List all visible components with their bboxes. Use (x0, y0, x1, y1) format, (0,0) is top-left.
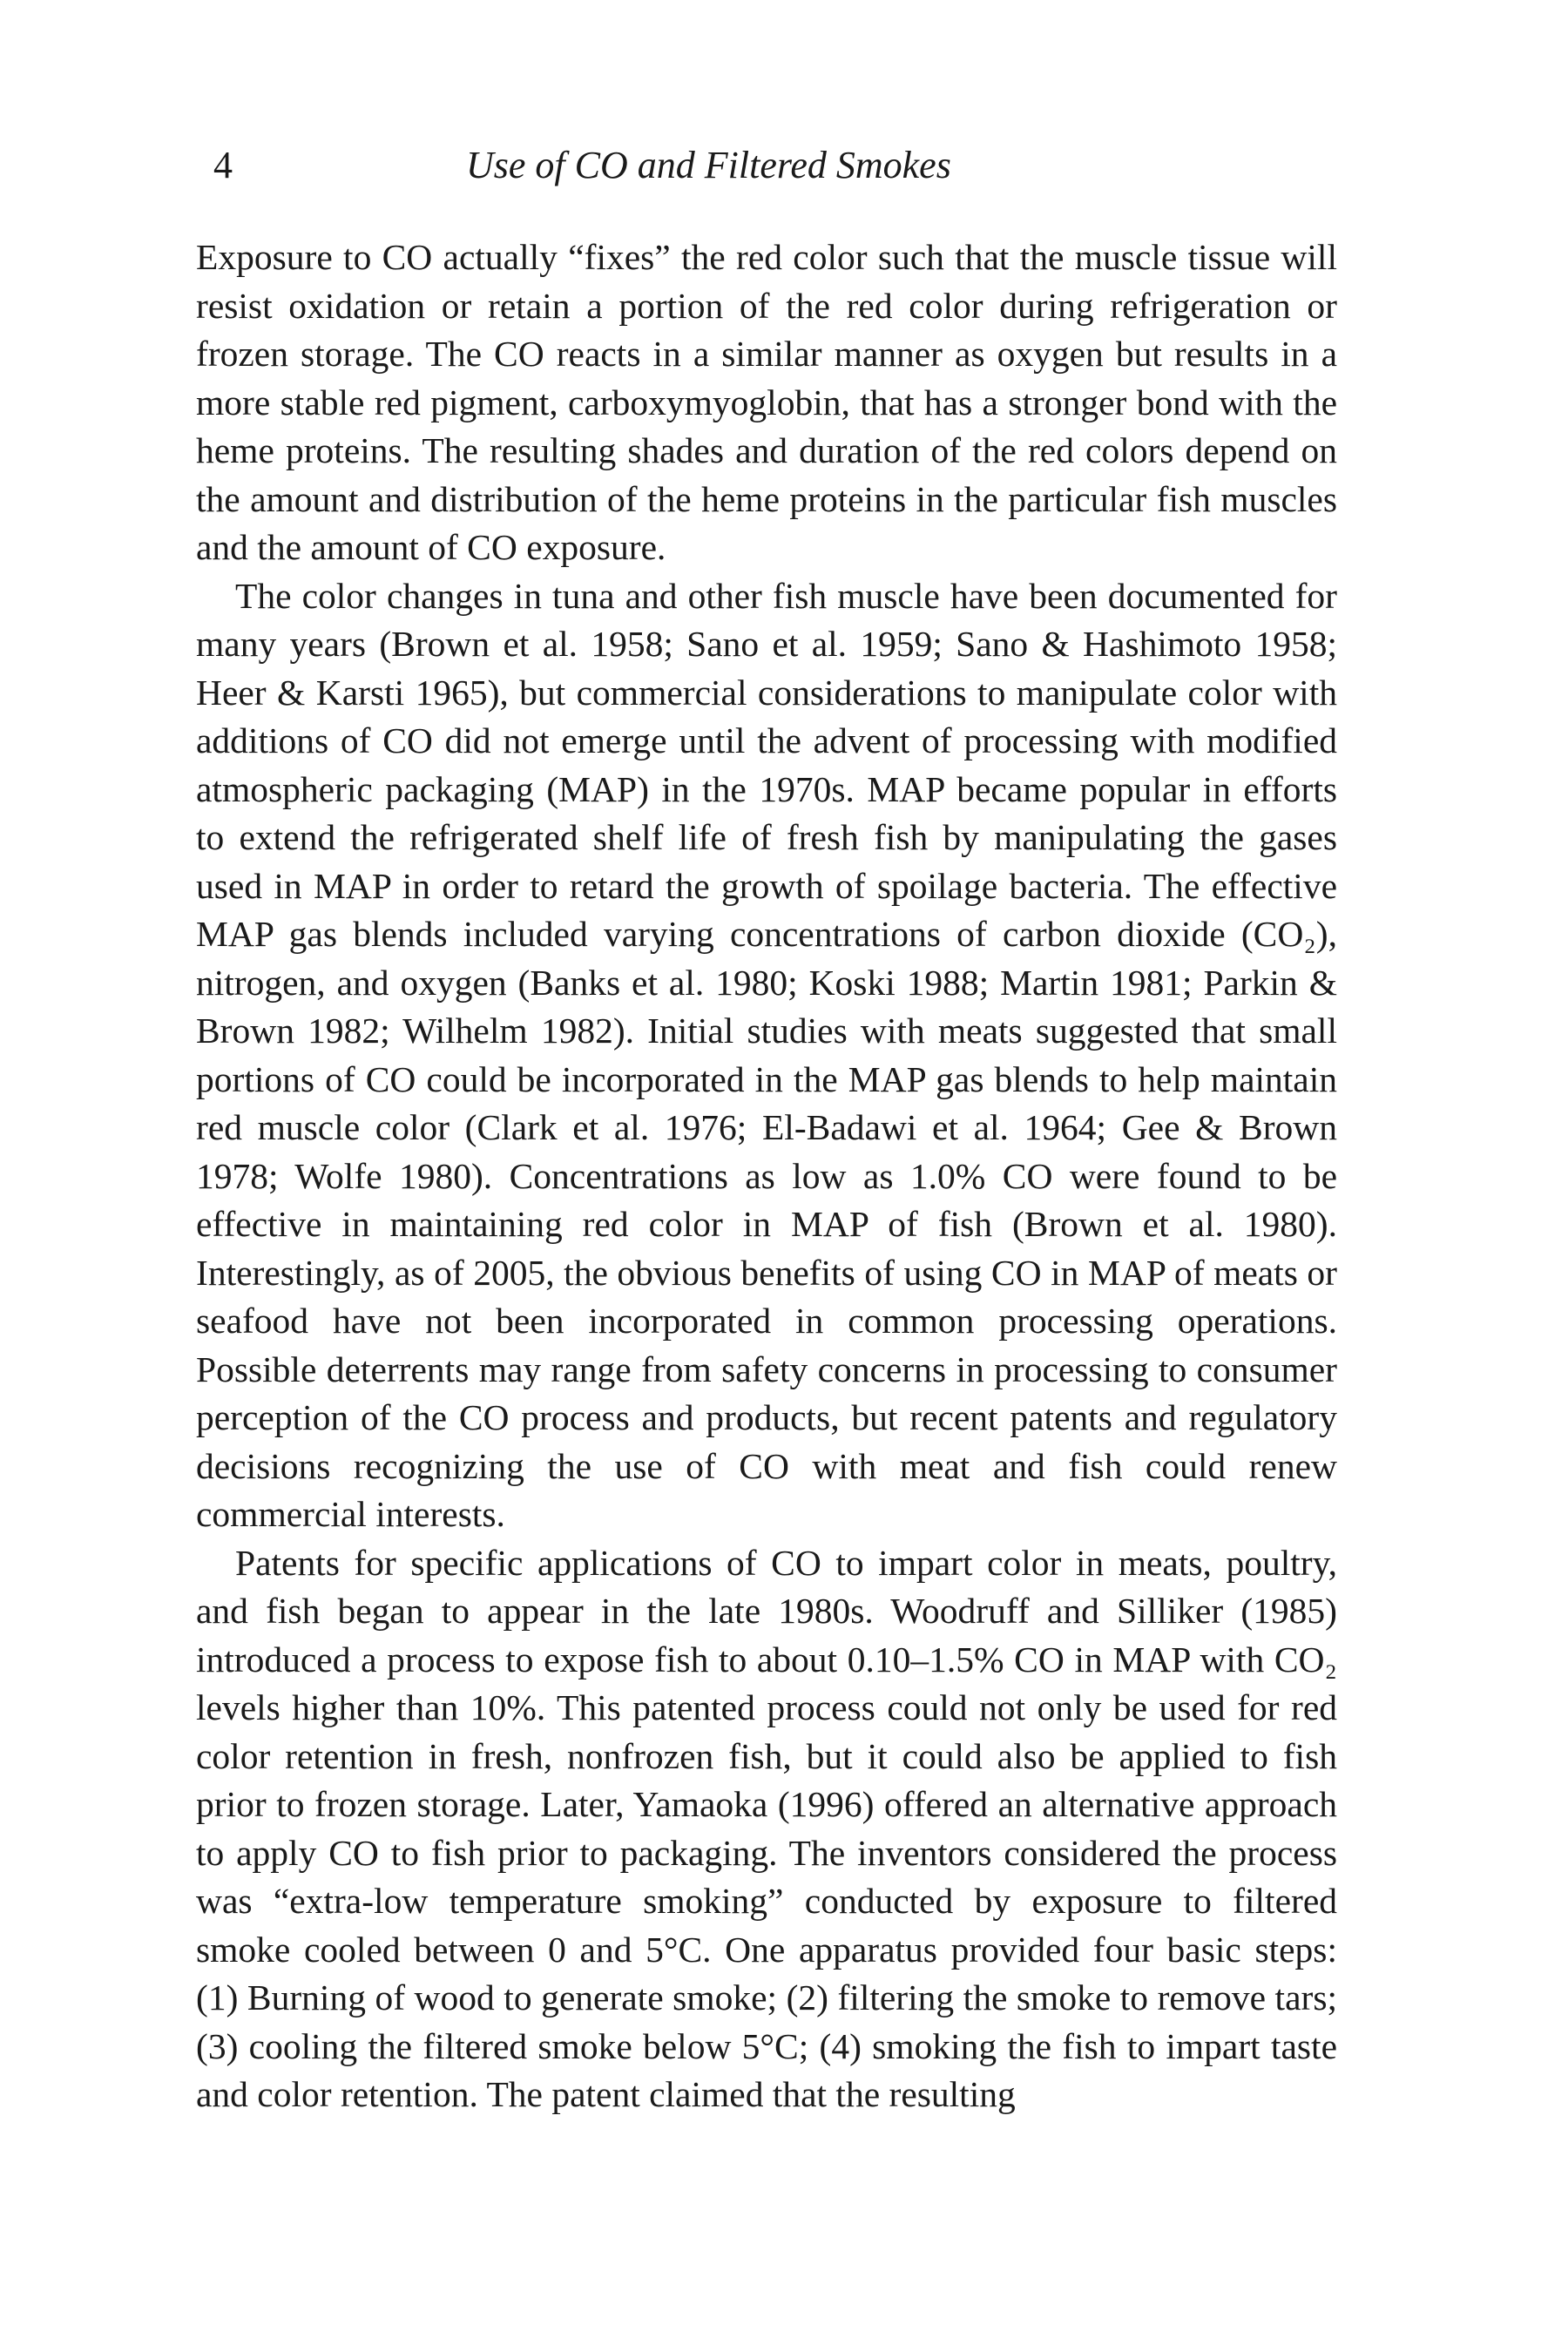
running-head-title: Use of CO and Filtered Smokes (466, 144, 951, 186)
paragraph: Exposure to CO actually “fixes” the red color such that the muscle tissue will resist oxidation or retain a portion of the red color during refrigeration or frozen storage. The CO reacts in a similar manner as oxygen but results in a more stable red pigment, carboxymyoglobin, that has a stronger bond with the heme proteins. The resulting shades and duration of the red colors depend on the amount and distribution of the heme proteins in the particular fish muscles and the amount of CO exposure. (196, 237, 1337, 567)
paragraph: The color changes in tuna and other fish muscle have been documented for many years (Brown et al. 1958; Sano et al. 1959; Sano & Hashimoto 1958; Heer & Karsti 1965), but commercial considerations to manipulate color with additions of CO did not emerge until the advent of processing with modified atmospheric packaging (MAP) in the 1970s. MAP became popular in efforts to extend the refrigerated shelf life of fresh fish by manipulating the gases used in MAP in order to retard the growth of spoilage bacteria. The effective MAP gas blends included varying concentrations of carbon dioxide (CO₂), nitrogen, and oxygen (Banks et al. 1980; Koski 1988; Martin 1981; Parkin & Brown 1982; Wilhelm 1982). Initial studies with meats suggested that small portions of CO could be incorporated in the MAP gas blends to help maintain red muscle color (Clark et al. 1976; El-Badawi et al. 1964; Gee & Brown 1978; Wolfe 1980). Concentrations as low as 1.0% CO were found to be effective in maintaining red color in MAP of fish (Brown et al. 1980). Interestingly, as of 2005, the obvious benefits of using CO in MAP of meats or seafood have not been incorporated in common processing operations. Possible deterrents may range from safety concerns in processing to consumer perception of the CO process and products, but recent patents and regulatory decisions recognizing the use of CO with meat and fish could renew commercial interests. (196, 575, 1337, 1534)
body-text (196, 233, 1337, 2119)
page-number: 4 (213, 144, 233, 186)
book-page (196, 139, 1337, 2119)
paragraph: Patents for specific applications of CO to impart color in meats, poultry, and fish began to appear in the late 1980s. Woodruff and Silliker (1985) introduced a process to expose fish to about 0.10–1.5% CO in MAP with CO₂ levels higher than 10%. This patented process could not only be used for red color retention in fresh, nonfrozen fish, but it could also be applied to fish prior to frozen storage. Later, Yamaoka (1996) offered an alternative approach to apply CO to fish prior to packaging. The inventors considered the process was “extra-low temperature smoking” conducted by exposure to filtered smoke cooled between 0 and 5°C. One apparatus provided four basic steps: (1) Burning of wood to generate smoke; (2) filtering the smoke to remove tars; (3) cooling the filtered smoke below 5°C; (4) smoking the fish to impart taste and color retention. The patent claimed that the resulting (196, 1542, 1337, 2114)
running-head (196, 139, 1337, 200)
